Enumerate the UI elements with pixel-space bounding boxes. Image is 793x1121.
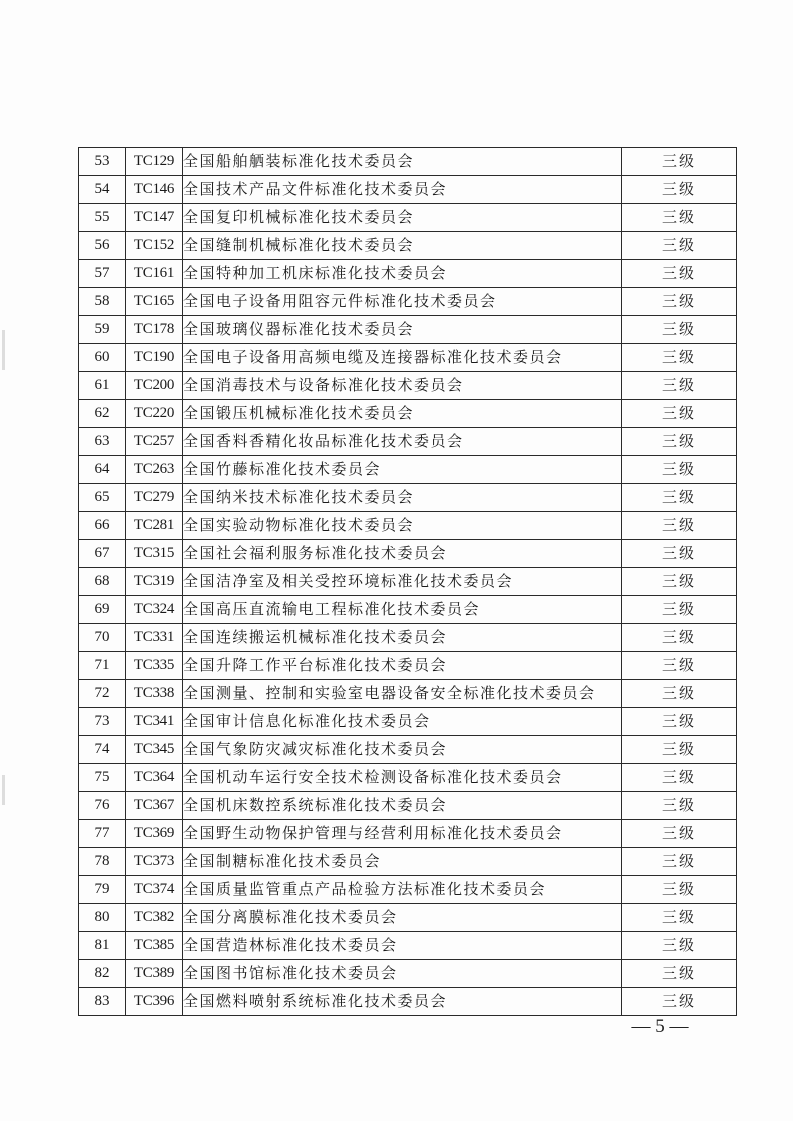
table-row [79, 400, 737, 428]
committee-table-body [79, 148, 737, 1016]
committee-name: 全国图书馆标准化技术委员会 [183, 960, 622, 988]
committee-level: 三级 [622, 176, 737, 204]
committee-level: 三级 [622, 960, 737, 988]
committee-name: 全国实验动物标准化技术委员会 [183, 512, 622, 540]
committee-level: 三级 [622, 652, 737, 680]
row-number: 69 [79, 596, 126, 624]
committee-name: 全国分离膜标准化技术委员会 [183, 904, 622, 932]
scan-artifact [2, 775, 5, 805]
table-row [79, 484, 737, 512]
committee-name: 全国香料香精化妆品标准化技术委员会 [183, 428, 622, 456]
committee-level: 三级 [622, 568, 737, 596]
committee-name: 全国高压直流输电工程标准化技术委员会 [183, 596, 622, 624]
committee-name: 全国电子设备用高频电缆及连接器标准化技术委员会 [183, 344, 622, 372]
committee-level: 三级 [622, 204, 737, 232]
row-number: 81 [79, 932, 126, 960]
committee-level: 三级 [622, 512, 737, 540]
table-row [79, 176, 737, 204]
committee-name: 全国竹藤标准化技术委员会 [183, 456, 622, 484]
committee-name: 全国电子设备用阻容元件标准化技术委员会 [183, 288, 622, 316]
table-row [79, 652, 737, 680]
committee-code: TC374 [126, 876, 183, 904]
scan-artifact [2, 330, 5, 370]
committee-level: 三级 [622, 736, 737, 764]
committee-code: TC147 [126, 204, 183, 232]
table-row [79, 932, 737, 960]
row-number: 66 [79, 512, 126, 540]
committee-level: 三级 [622, 148, 737, 176]
row-number: 72 [79, 680, 126, 708]
row-number: 71 [79, 652, 126, 680]
committee-code: TC200 [126, 372, 183, 400]
table-row [79, 876, 737, 904]
table-row [79, 736, 737, 764]
row-number: 70 [79, 624, 126, 652]
committee-code: TC367 [126, 792, 183, 820]
page-number: — 5 — [631, 1016, 689, 1037]
committee-name: 全国燃料喷射系统标准化技术委员会 [183, 988, 622, 1016]
committee-level: 三级 [622, 932, 737, 960]
committee-code: TC385 [126, 932, 183, 960]
row-number: 83 [79, 988, 126, 1016]
committee-code: TC341 [126, 708, 183, 736]
committee-code: TC338 [126, 680, 183, 708]
table-row [79, 428, 737, 456]
row-number: 61 [79, 372, 126, 400]
committee-code: TC335 [126, 652, 183, 680]
committee-code: TC369 [126, 820, 183, 848]
committee-name: 全国特种加工机床标准化技术委员会 [183, 260, 622, 288]
committee-code: TC364 [126, 764, 183, 792]
table-row [79, 820, 737, 848]
committee-name: 全国社会福利服务标准化技术委员会 [183, 540, 622, 568]
row-number: 62 [79, 400, 126, 428]
table-row [79, 316, 737, 344]
committee-name: 全国机床数控系统标准化技术委员会 [183, 792, 622, 820]
committee-code: TC165 [126, 288, 183, 316]
committee-level: 三级 [622, 372, 737, 400]
committee-level: 三级 [622, 708, 737, 736]
row-number: 57 [79, 260, 126, 288]
row-number: 64 [79, 456, 126, 484]
committee-code: TC129 [126, 148, 183, 176]
table-row [79, 708, 737, 736]
committee-level: 三级 [622, 876, 737, 904]
committee-name: 全国洁净室及相关受控环境标准化技术委员会 [183, 568, 622, 596]
committee-name: 全国玻璃仪器标准化技术委员会 [183, 316, 622, 344]
committee-name: 全国机动车运行安全技术检测设备标准化技术委员会 [183, 764, 622, 792]
row-number: 55 [79, 204, 126, 232]
committee-name: 全国缝制机械标准化技术委员会 [183, 232, 622, 260]
committee-level: 三级 [622, 400, 737, 428]
committee-name: 全国升降工作平台标准化技术委员会 [183, 652, 622, 680]
table-row [79, 456, 737, 484]
row-number: 56 [79, 232, 126, 260]
committee-level: 三级 [622, 540, 737, 568]
committee-code: TC345 [126, 736, 183, 764]
committee-table [78, 147, 737, 1016]
committee-code: TC324 [126, 596, 183, 624]
table-row [79, 540, 737, 568]
committee-level: 三级 [622, 764, 737, 792]
table-row [79, 680, 737, 708]
committee-level: 三级 [622, 456, 737, 484]
table-row [79, 344, 737, 372]
row-number: 73 [79, 708, 126, 736]
committee-code: TC331 [126, 624, 183, 652]
committee-level: 三级 [622, 316, 737, 344]
table-row [79, 512, 737, 540]
row-number: 82 [79, 960, 126, 988]
row-number: 80 [79, 904, 126, 932]
committee-code: TC373 [126, 848, 183, 876]
committee-level: 三级 [622, 988, 737, 1016]
row-number: 53 [79, 148, 126, 176]
committee-name: 全国锻压机械标准化技术委员会 [183, 400, 622, 428]
committee-level: 三级 [622, 260, 737, 288]
row-number: 58 [79, 288, 126, 316]
row-number: 59 [79, 316, 126, 344]
committee-level: 三级 [622, 820, 737, 848]
table-row [79, 260, 737, 288]
table-row [79, 904, 737, 932]
table-row [79, 204, 737, 232]
committee-level: 三级 [622, 848, 737, 876]
table-row [79, 596, 737, 624]
row-number: 78 [79, 848, 126, 876]
committee-code: TC263 [126, 456, 183, 484]
table-row [79, 148, 737, 176]
committee-code: TC161 [126, 260, 183, 288]
committee-name: 全国气象防灾减灾标准化技术委员会 [183, 736, 622, 764]
row-number: 65 [79, 484, 126, 512]
row-number: 74 [79, 736, 126, 764]
committee-code: TC315 [126, 540, 183, 568]
committee-code: TC382 [126, 904, 183, 932]
committee-code: TC319 [126, 568, 183, 596]
committee-name: 全国复印机械标准化技术委员会 [183, 204, 622, 232]
committee-name: 全国技术产品文件标准化技术委员会 [183, 176, 622, 204]
table-row [79, 568, 737, 596]
committee-name: 全国测量、控制和实验室电器设备安全标准化技术委员会 [183, 680, 622, 708]
committee-name: 全国野生动物保护管理与经营利用标准化技术委员会 [183, 820, 622, 848]
committee-name: 全国营造林标准化技术委员会 [183, 932, 622, 960]
row-number: 54 [79, 176, 126, 204]
committee-name: 全国连续搬运机械标准化技术委员会 [183, 624, 622, 652]
committee-code: TC152 [126, 232, 183, 260]
committee-name: 全国纳米技术标准化技术委员会 [183, 484, 622, 512]
committee-code: TC279 [126, 484, 183, 512]
committee-code: TC178 [126, 316, 183, 344]
committee-level: 三级 [622, 904, 737, 932]
committee-code: TC146 [126, 176, 183, 204]
row-number: 79 [79, 876, 126, 904]
committee-code: TC396 [126, 988, 183, 1016]
committee-level: 三级 [622, 680, 737, 708]
committee-code: TC389 [126, 960, 183, 988]
committee-level: 三级 [622, 344, 737, 372]
table-row [79, 960, 737, 988]
table-row [79, 848, 737, 876]
table-row [79, 792, 737, 820]
table-row [79, 764, 737, 792]
row-number: 67 [79, 540, 126, 568]
committee-level: 三级 [622, 792, 737, 820]
row-number: 63 [79, 428, 126, 456]
table-row [79, 288, 737, 316]
committee-level: 三级 [622, 596, 737, 624]
table-row [79, 372, 737, 400]
committee-level: 三级 [622, 624, 737, 652]
committee-name: 全国制糖标准化技术委员会 [183, 848, 622, 876]
committee-code: TC281 [126, 512, 183, 540]
committee-name: 全国审计信息化标准化技术委员会 [183, 708, 622, 736]
table-row [79, 988, 737, 1016]
committee-name: 全国消毒技术与设备标准化技术委员会 [183, 372, 622, 400]
committee-code: TC190 [126, 344, 183, 372]
committee-level: 三级 [622, 428, 737, 456]
row-number: 75 [79, 764, 126, 792]
committee-level: 三级 [622, 288, 737, 316]
row-number: 77 [79, 820, 126, 848]
row-number: 60 [79, 344, 126, 372]
committee-name: 全国船舶舾装标准化技术委员会 [183, 148, 622, 176]
committee-code: TC220 [126, 400, 183, 428]
committee-level: 三级 [622, 232, 737, 260]
table-row [79, 232, 737, 260]
committee-level: 三级 [622, 484, 737, 512]
row-number: 76 [79, 792, 126, 820]
table-row [79, 624, 737, 652]
committee-name: 全国质量监管重点产品检验方法标准化技术委员会 [183, 876, 622, 904]
committee-code: TC257 [126, 428, 183, 456]
row-number: 68 [79, 568, 126, 596]
